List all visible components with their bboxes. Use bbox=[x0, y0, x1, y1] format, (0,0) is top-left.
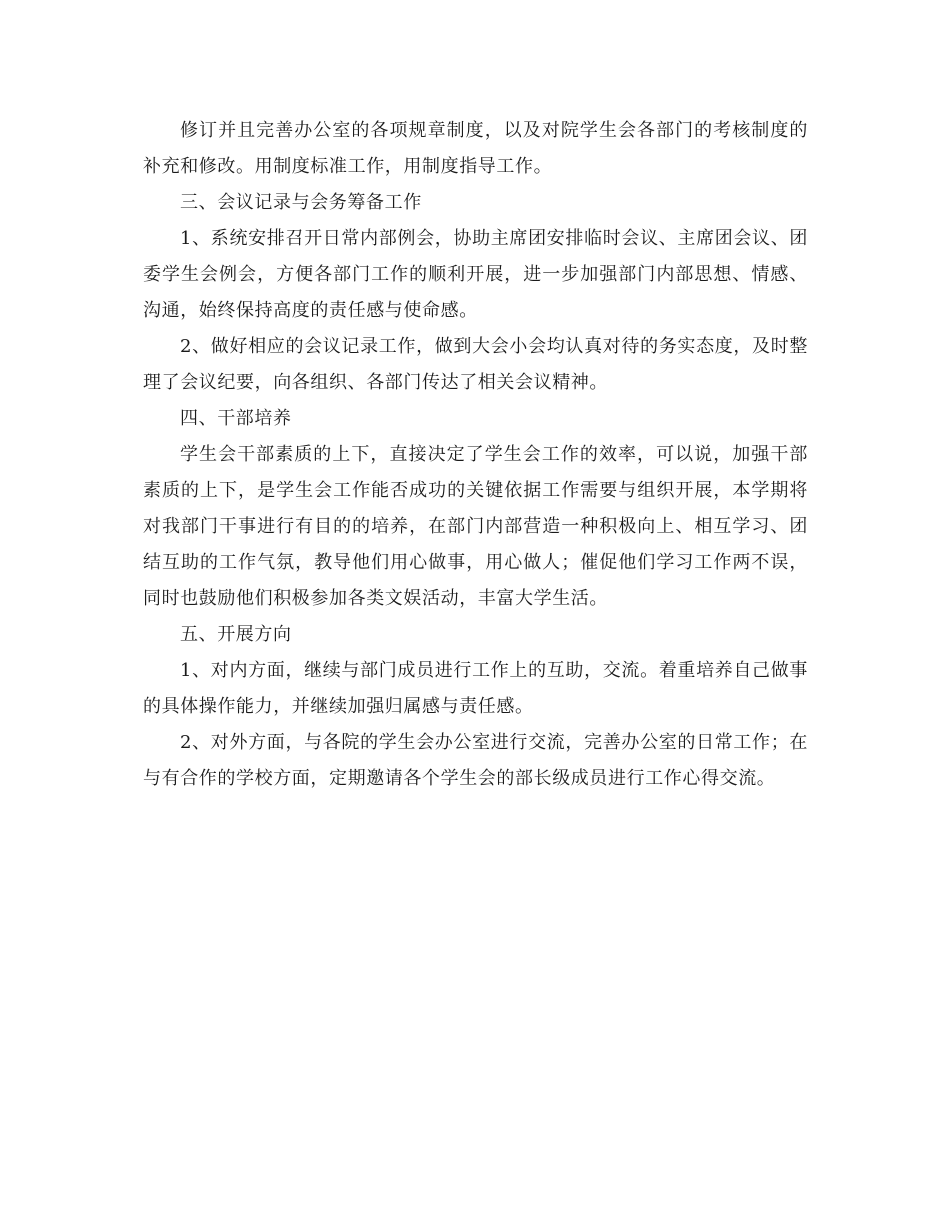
paragraph-cadre-training: 学生会干部素质的上下，直接决定了学生会工作的效率，可以说，加强干部素质的上下，是学生会工作能否成功的关键依据工作需要与组织开展，本学期将对我部门干事进行有目的的培养，在部门内部营造一种积极向上、相互学习、团结互助的工作气氛，教导他们用心做事，用心做人；催促他们学习工作两不误，同时也鼓励他们积极参加各类文娱活动，丰富大学生活。 bbox=[143, 444, 808, 609]
document-page bbox=[143, 113, 808, 797]
paragraph-direction-internal: 1、对内方面，继续与部门成员进行工作上的互助，交流。着重培养自己做事的具体操作能力，并继续加强归属感与责任感。 bbox=[143, 660, 808, 717]
paragraph-regulations: 修订并且完善办公室的各项规章制度，以及对院学生会各部门的考核制度的补充和修改。用制度标准工作，用制度指导工作。 bbox=[143, 120, 808, 177]
section-heading-cadre-training: 四、干部培养 bbox=[180, 408, 292, 429]
section-heading-direction: 五、开展方向 bbox=[180, 624, 292, 645]
paragraph-meetings-1: 1、系统安排召开日常内部例会，协助主席团安排临时会议、主席团会议、团委学生会例会，方便各部门工作的顺利开展，进一步加强部门内部思想、情感、沟通，始终保持高度的责任感与使命感。 bbox=[143, 228, 808, 321]
paragraph-meetings-2: 2、做好相应的会议记录工作，做到大会小会均认真对待的务实态度，及时整理了会议纪要，向各组织、各部门传达了相关会议精神。 bbox=[143, 336, 808, 393]
paragraph-direction-external: 2、对外方面，与各院的学生会办公室进行交流，完善办公室的日常工作；在与有合作的学校方面，定期邀请各个学生会的部长级成员进行工作心得交流。 bbox=[143, 732, 808, 789]
section-heading-meetings: 三、会议记录与会务筹备工作 bbox=[180, 192, 422, 213]
